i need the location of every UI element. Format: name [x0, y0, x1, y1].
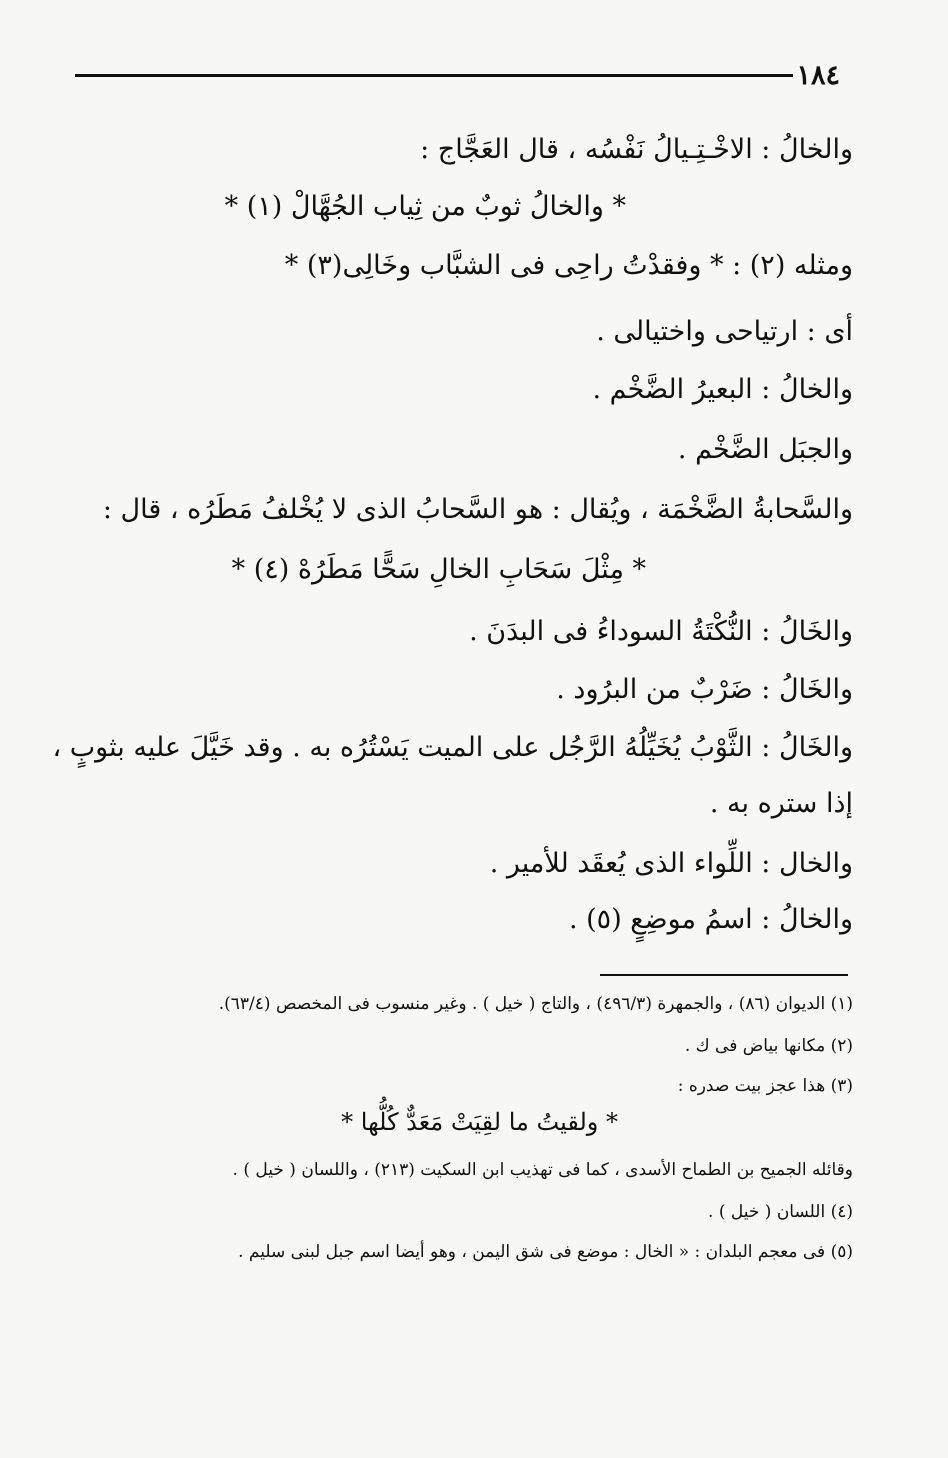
text-line: أى : ارتياحى واختيالى . — [596, 316, 853, 347]
footnote: وقائله الجميح بن الطماح الأسدى ، كما فى تهذيب ابن السكيت (٢١٣) ، واللسان ( خيل ) . — [232, 1160, 853, 1180]
footnote: (٤) اللسان ( خيل ) . — [708, 1202, 853, 1222]
text-line: والخالُ : البعيرُ الضَّخْم . — [592, 374, 853, 405]
text-line: والسَّحابةُ الضَّخْمَة ، ويُقال : هو السَّحابُ الذى لا يُخْلفُ مَطَرُه ، قال : — [102, 494, 853, 525]
footnote: (٢) مكانها بياض فى ك . — [684, 1036, 853, 1056]
text-line: والخَالُ : النُّكْتَةُ السوداءُ فى البدَنَ . — [469, 616, 853, 647]
page-number: ١٨٤ — [796, 60, 840, 91]
verse-line: * والخالُ ثوبٌ من ثِياب الجُهَّالْ (١) * — [224, 191, 626, 222]
text-line: والخال : اللِّواء الذى يُعقَد للأمير . — [489, 848, 853, 879]
footnote: (١) الديوان (٨٦) ، والجمهرة (٤٩٦/٣) ، والتاج ( خيل ) . وغير منسوب فى المخصص (٦٣/٤). — [218, 994, 853, 1014]
header-rule — [75, 74, 793, 77]
text-line: إذا ستره به . — [709, 788, 853, 819]
text-line: والجبَل الضَّخْم . — [677, 434, 853, 465]
footnote-rule — [600, 974, 848, 976]
footnote-verse: * ولقيتُ ما لقِيَتْ مَعَدٌّ كُلُّها * — [341, 1108, 618, 1136]
footnote: (٣) هذا عجز بيت صدره : — [677, 1076, 853, 1096]
text-line: والخَالُ : الثَّوْبُ يُخَيِّلُهُ الرَّجُل على الميت يَسْتُرُه به . وقد خَيَّلَ عليه بثوبٍ ، — [52, 732, 853, 763]
footnote: (٥) فى معجم البلدان : « الخال : موضع فى شق اليمن ، وهو أيضا اسم جبل لبنى سليم . — [238, 1242, 853, 1262]
text-line: والخالُ : الاخْـتِـيالُ نَفْسُه ، قال العَجَّاج : — [420, 134, 853, 165]
verse-line: * مِثْلَ سَحَابِ الخالِ سَحًّا مَطَرُهْ (٤) * — [231, 554, 646, 585]
text-line: والخالُ : اسمُ موضِعٍ (٥) . — [568, 904, 853, 935]
text-line: ومثله (٢) : * وفقدْتُ راحِى فى الشبَّاب وخَالِى(٣) * — [284, 250, 853, 281]
text-line: والخَالُ : ضَرْبٌ من البرُود . — [556, 674, 853, 705]
